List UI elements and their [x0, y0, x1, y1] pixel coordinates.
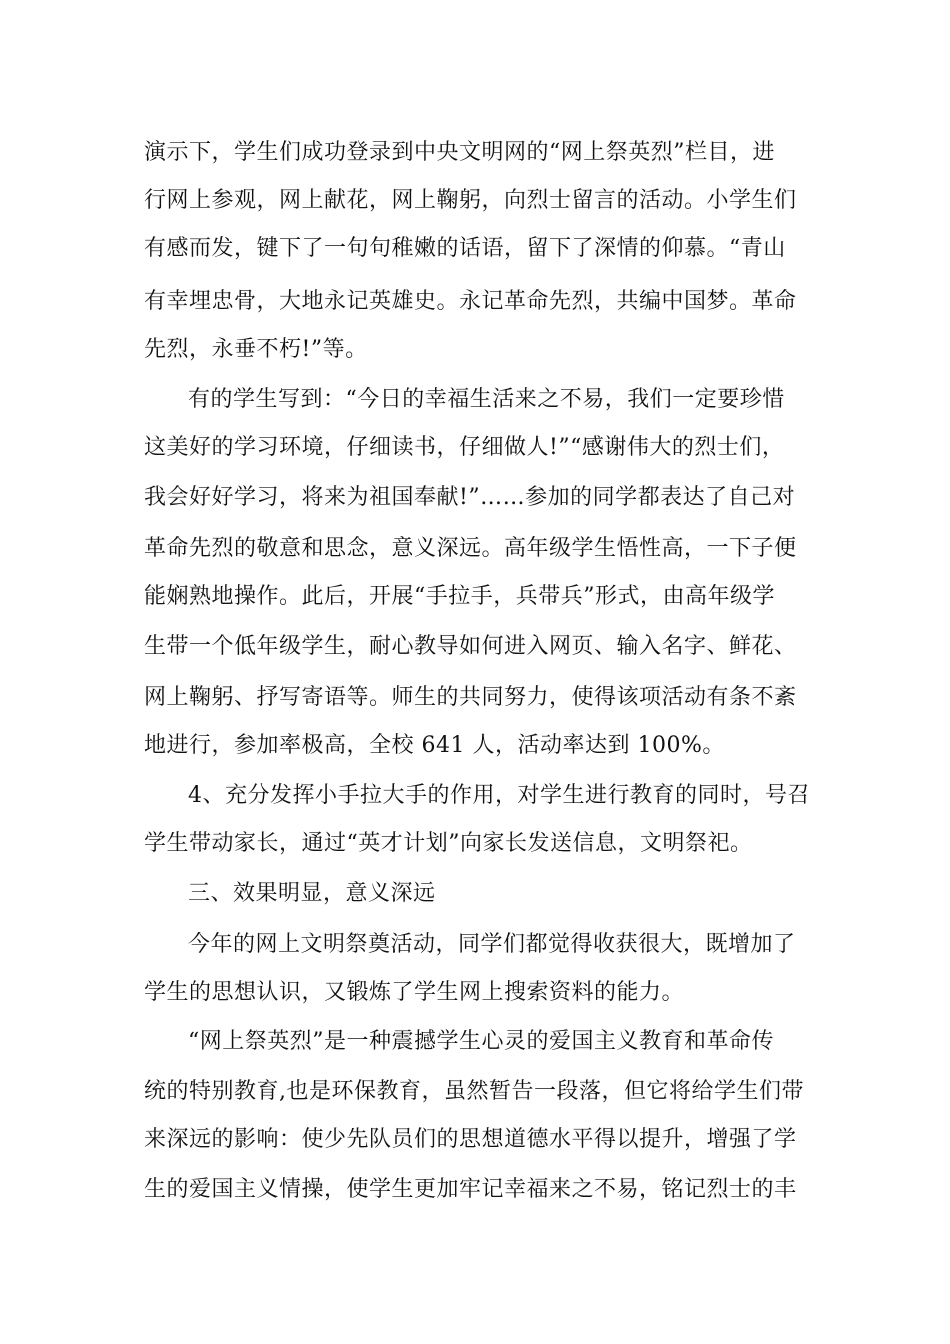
text-line: 能娴熟地操作。此后，开展“手拉手，兵带兵”形式，由高年级学: [144, 584, 775, 609]
text-line: 我会好好学习，将来为祖国奉献!”……参加的同学都表达了自己对: [144, 485, 796, 510]
text-line: 这美好的学习环境，仔细读书，仔细做人!”“感谢伟大的烈士们，: [144, 435, 785, 460]
numbered-item-line: 4、充分发挥小手拉大手的作用，对学生进行教育的同时，号召: [188, 783, 810, 808]
text-line: 统的特别教育,也是环保教育，虽然暂告一段落，但它将给学生们带: [144, 1079, 804, 1104]
text-line: 革命先烈的敬意和思念，意义深远。高年级学生悟性高，一下子便: [144, 536, 797, 561]
text-line: 先烈，永垂不朽!”等。: [144, 337, 368, 362]
section-heading: 三、效果明显，意义深远: [188, 881, 436, 906]
text-line: 生的爱国主义情操，使学生更加牢记幸福来之不易，铭记烈士的丰: [144, 1177, 797, 1202]
text-line: 地进行，参加率极高，全校 641 人，活动率达到 100%。: [144, 733, 725, 758]
text-line: 有感而发，键下了一句句稚嫩的话语，留下了深情的仰慕。“青山: [144, 236, 786, 261]
paragraph-start-line: 有的学生写到：“今日的幸福生活来之不易，我们一定要珍惜: [188, 387, 785, 412]
text-line: 行网上参观，网上献花，网上鞠躬，向烈士留言的活动。小学生们: [144, 188, 797, 213]
text-line: 有幸埋忠骨，大地永记英雄史。永记革命先烈，共编中国梦。革命: [144, 289, 797, 314]
text-line: 学生带动家长，通过“英才计划”向家长发送信息，文明祭祀。: [144, 831, 753, 856]
paragraph-start-line: “网上祭英烈”是一种震撼学生心灵的爱国主义教育和革命传: [188, 1029, 774, 1054]
text-line: 生带一个低年级学生，耐心教导如何进入网页、输入名字、鲜花、: [144, 634, 797, 659]
paragraph-start-line: 今年的网上文明祭奠活动，同学们都觉得收获很大，既增加了: [188, 932, 796, 957]
text-line: 演示下，学生们成功登录到中央文明网的“网上祭英烈”栏目，进: [144, 140, 775, 165]
text-line: 网上鞠躬、抒写寄语等。师生的共同努力，使得该项活动有条不紊: [144, 685, 797, 710]
text-line: 来深远的影响：使少先队员们的思想道德水平得以提升，增强了学: [144, 1127, 797, 1152]
text-line: 学生的思想认识，又锻炼了学生网上搜索资料的能力。: [144, 980, 685, 1005]
